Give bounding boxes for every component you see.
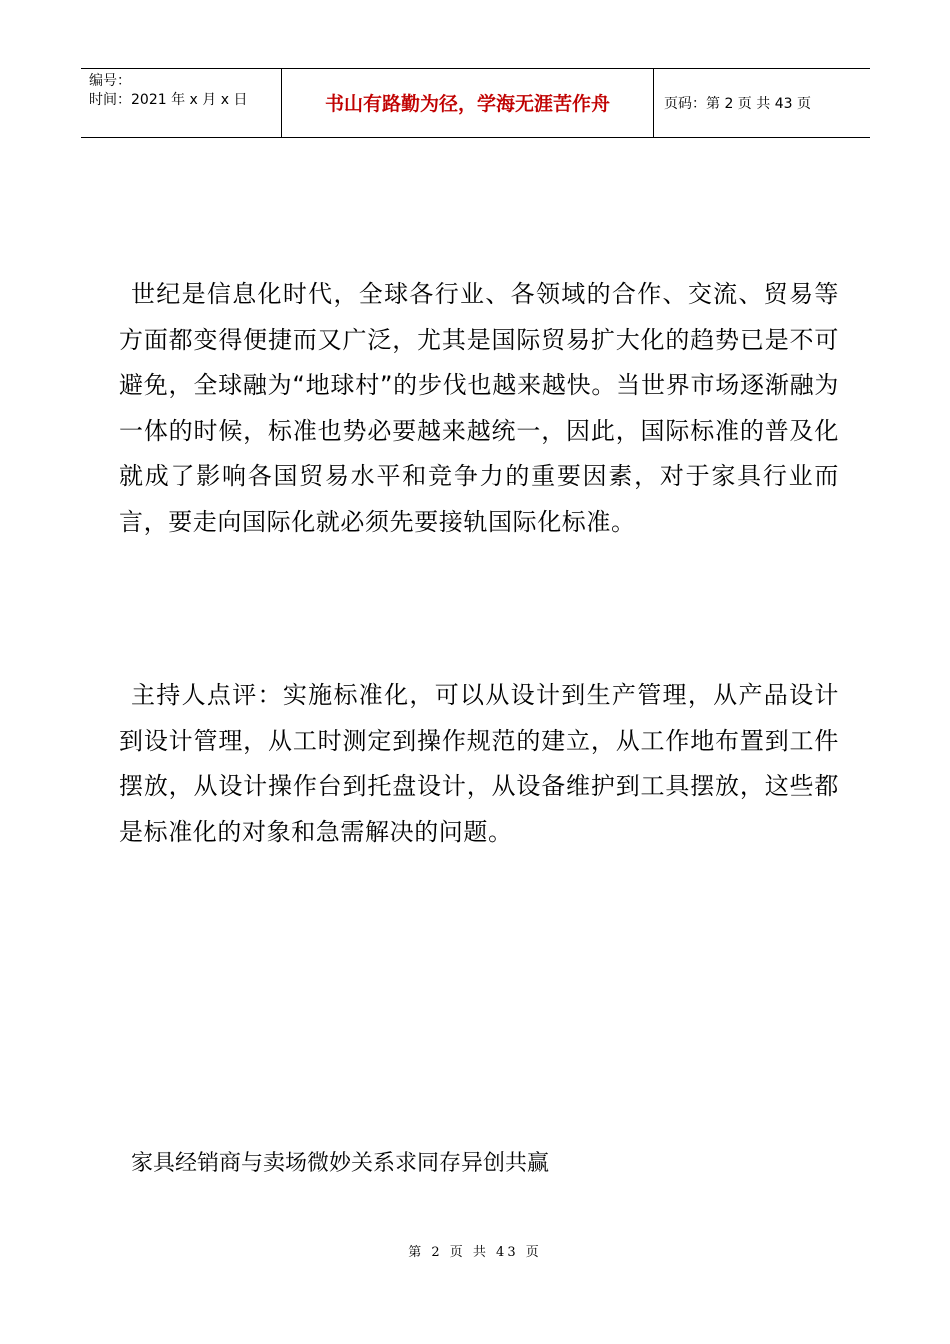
time-label: 时间：2021 年 x 月 x 日: [89, 92, 248, 108]
header-motto-cell: [282, 69, 654, 137]
header-page-code: 页码：第 2 页 共 43 页: [664, 96, 811, 112]
body-paragraph-2: [119, 673, 839, 855]
header-motto: 书山有路勤为径，学海无涯苦作舟: [324, 93, 610, 115]
paragraph-text: 主持人点评：实施标准化，可以从设计到生产管理，从产品设计到设计管理，从工时测定到操作规范的建立，从工作地布置到工件摆放，从设计操作台到托盘设计，从设备维护到工具摆放，这些都是标准化的对象和急需解决的问题。: [119, 681, 839, 846]
header-page-cell: [654, 69, 870, 137]
paragraph-text: 世纪是信息化时代，全球各行业、各领域的合作、交流、贸易等方面都变得便捷而又广泛，尤其是国际贸易扩大化的趋势已是不可避免，全球融为“地球村”的步伐也越来越快。当世界市场逐渐融为一体的时候，标准也势必要越来越统一，因此，国际标准的普及化就成了影响各国贸易水平和竞争力的重要因素，对于家具行业而言，要走向国际化就必须先要接轨国际化标准。: [119, 280, 839, 536]
page-footer: 第 2 页 共 43 页: [408, 1245, 542, 1260]
section-title: 家具经销商与卖场微妙关系求同存异创共赢: [131, 1151, 550, 1176]
serial-label: 编号：: [89, 73, 131, 89]
body-paragraph-1: [119, 272, 839, 545]
header-meta-cell: [81, 69, 282, 137]
page-header: [81, 68, 870, 138]
